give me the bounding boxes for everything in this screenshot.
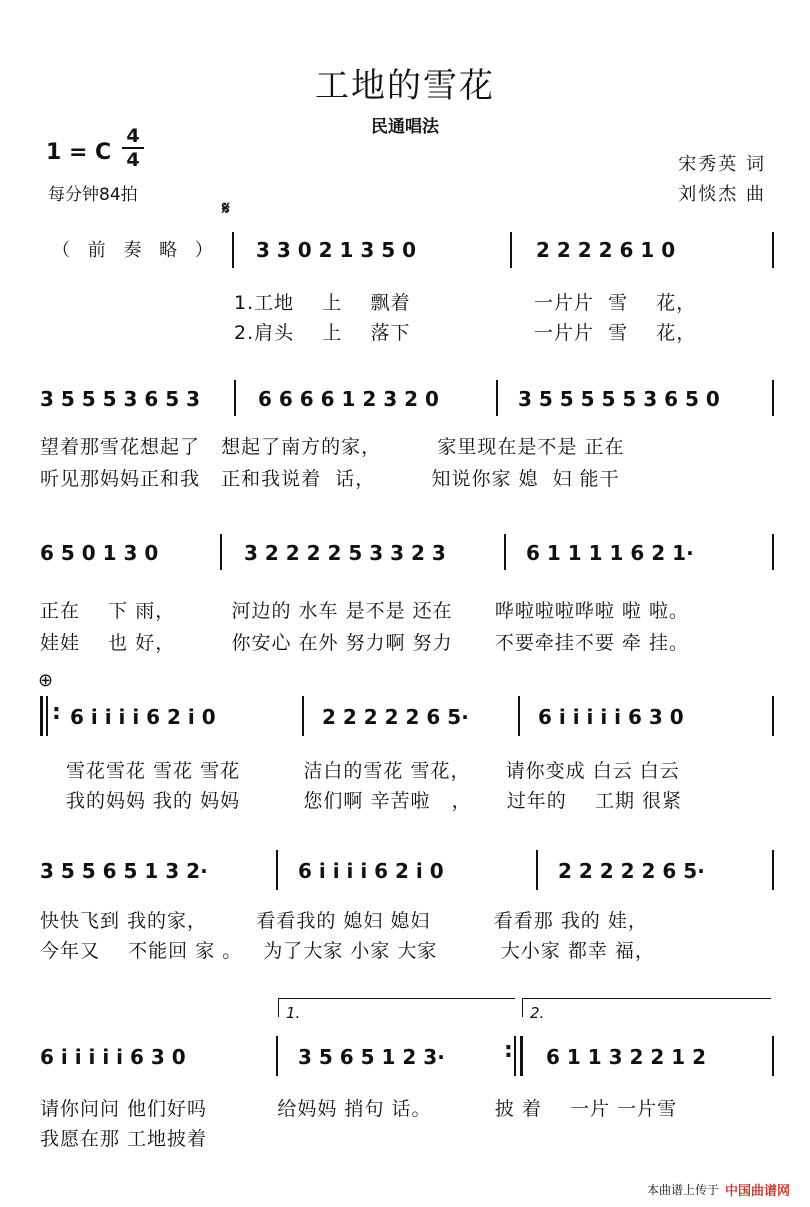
footer-text: 本曲谱上传于	[646, 1183, 719, 1197]
notes-row4-c: 6 i i i i i 6 3 0	[538, 705, 684, 729]
meter-denominator: 4	[126, 149, 140, 171]
notes-row5-c: 2 2 2 2 2 6 5·	[558, 859, 705, 883]
notes-row2-b: 6 6 6 6 1 2 3 2 0	[258, 387, 439, 411]
lyrics-row5-v2: 今年又 不能回 家 。 为了大家 小家 大家 大小家 都幸 福，	[40, 940, 655, 962]
composer-credit: 刘惔杰 曲	[678, 184, 766, 205]
intro-note: （ 前 奏 略 ）	[52, 240, 219, 261]
page-title: 工地的雪花	[315, 66, 495, 106]
volta-first-label: 1.	[286, 1004, 301, 1022]
lyrics-row5-v1: 快快飞到 我的家， 看看我的 媳妇 媳妇 看看那 我的 娃，	[40, 910, 648, 932]
notes-row3-a: 6 5 0 1 3 0	[40, 541, 159, 565]
lyrics-row4-v2: 我的妈妈 我的 妈妈 您们啊 辛苦啦 ， 过年的 工期 很紧	[66, 790, 682, 812]
lyrics-row1-v2b: 一片片 雪 花，	[534, 322, 697, 344]
notes-row6-c: 6 1 1 3 2 2 1 2	[546, 1045, 707, 1069]
notes-row2-c: 3 5 5 5 5 5 3 6 5 0	[518, 387, 720, 411]
lyrics-row4-v1: 雪花雪花 雪花 雪花 洁白的雪花 雪花， 请你变成 白云 白云	[66, 760, 680, 782]
lyrics-row3-v2: 娃娃 也 好， 你安心 在外 努力啊 努力 不要牵挂不要 牵 挂。	[40, 632, 689, 654]
volta-second-label: 2.	[530, 1004, 545, 1022]
notes-row1-a: 3 3 0 2 1 3 5 0	[256, 238, 417, 262]
notes-row6-a: 6 i i i i i 6 3 0	[40, 1045, 186, 1069]
lyrics-row1-v1b: 一片片 雪 花，	[534, 292, 697, 314]
notes-row5-b: 6 i i i i 6 2 i 0	[298, 859, 444, 883]
lyrics-row6-v1: 请你问问 他们好吗 给妈妈 捎句 话。 披 着 一片 一片雪	[40, 1098, 678, 1120]
site-logo[interactable]: 中国曲谱网	[724, 1184, 790, 1199]
subtitle: 民通唱法	[371, 117, 439, 137]
notes-row1-b: 2 2 2 2 6 1 0	[536, 238, 676, 262]
notes-row3-c: 6 1 1 1 1 6 2 1·	[526, 541, 694, 565]
notes-row4-a: 6 i i i i 6 2 i 0	[70, 705, 216, 729]
notes-row3-b: 3 2 2 2 2 5 3 3 2 3	[244, 541, 446, 565]
repeat-start-icon: :	[52, 700, 61, 725]
lyrics-row6-v2: 我愿在那 工地披着	[40, 1128, 208, 1150]
tempo-marking: 每分钟84拍	[48, 185, 138, 205]
footer	[647, 1180, 790, 1199]
lyrics-row3-v1: 正在 下 雨， 河边的 水车 是不是 还在 哗啦啦啦哗啦 啦 啦。	[40, 600, 689, 622]
lyrics-row1-v1a: 1.工地 上 飘着	[234, 292, 411, 314]
coda-icon: ⊕	[38, 670, 54, 691]
repeat-end-icon: :	[504, 1038, 513, 1063]
notes-row6-b: 3 5 6 5 1 2 3·	[298, 1045, 445, 1069]
notes-row4-b: 2 2 2 2 2 6 5·	[322, 705, 469, 729]
key-signature: 1 = C	[46, 140, 112, 165]
notes-row5-a: 3 5 5 6 5 1 3 2·	[40, 859, 208, 883]
lyricist-credit: 宋秀英 词	[678, 154, 766, 175]
meter-numerator: 4	[126, 125, 140, 147]
notes-row2-a: 3 5 5 5 3 6 5 3	[40, 387, 201, 411]
segno-icon: 𝄋	[222, 198, 230, 219]
lyrics-row2-v2: 听见那妈妈正和我 正和我说着 话， 知说你家 媳 妇 能干	[40, 468, 620, 490]
time-signature	[122, 126, 144, 170]
lyrics-row1-v2a: 2.肩头 上 落下	[234, 322, 411, 344]
lyrics-row2-v1: 望着那雪花想起了 想起了南方的家， 家里现在是不是 正在	[40, 436, 625, 458]
